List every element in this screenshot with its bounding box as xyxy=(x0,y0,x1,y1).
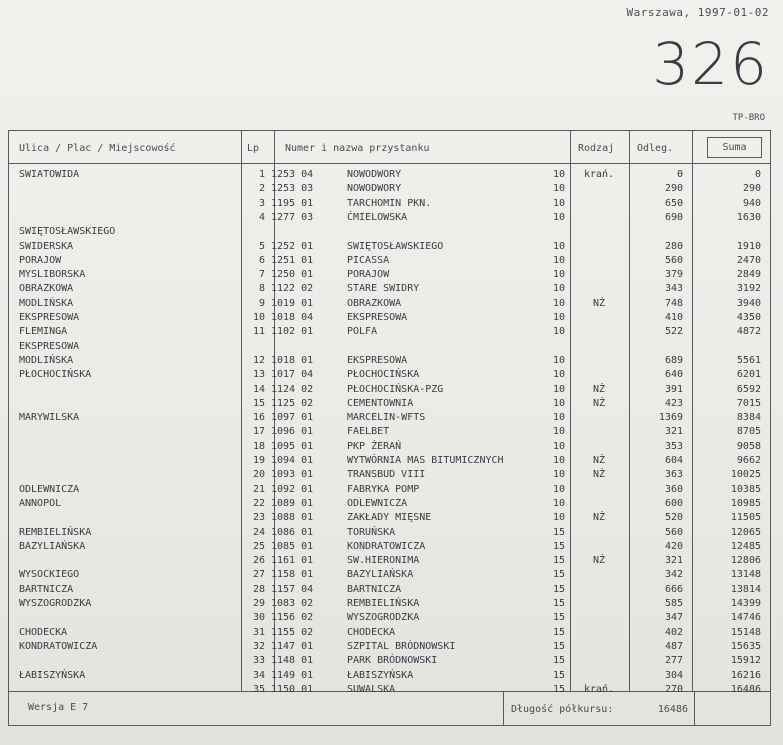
cumulative-sum: 15912 xyxy=(730,655,761,667)
travel-time: 10 xyxy=(552,455,565,466)
table-row xyxy=(9,626,770,640)
cumulative-sum: 16486 xyxy=(730,683,761,695)
stop-code: 1253 03 xyxy=(271,183,314,195)
stop-code: 1253 04 xyxy=(271,169,314,180)
row-number: 21 xyxy=(252,483,265,495)
travel-time: 10 xyxy=(552,297,565,309)
row-number: 14 xyxy=(252,383,265,395)
table-row xyxy=(9,397,770,411)
cumulative-sum: 6201 xyxy=(736,369,761,381)
version-label: Wersja E 7 xyxy=(28,702,89,713)
table-row xyxy=(9,568,770,582)
street-name: WYSOCKIEGO xyxy=(19,569,80,581)
stop-type: NŻ xyxy=(592,297,606,309)
table-row xyxy=(9,168,770,182)
stop-code: 1097 01 xyxy=(271,412,314,424)
travel-time: 15 xyxy=(552,555,565,567)
stop-type: krań. xyxy=(583,169,615,180)
stop-name: OBRAZKOWA xyxy=(347,297,402,309)
stop-code: 1018 01 xyxy=(271,354,314,366)
table-row xyxy=(9,254,770,268)
distance: 690 xyxy=(664,211,683,223)
cumulative-sum: 0 xyxy=(754,169,761,180)
row-number: 6 xyxy=(258,254,265,266)
cumulative-sum: 8705 xyxy=(736,426,761,438)
street-name: REMBIELIŃSKA xyxy=(19,526,92,538)
table-row xyxy=(9,340,770,354)
stop-name: STARE SWIDRY xyxy=(347,283,420,295)
stop-code: 1083 02 xyxy=(271,598,314,609)
street-name: MODLIŃSKA xyxy=(19,354,74,366)
row-number: 11 xyxy=(252,326,265,338)
stop-code: 1157 04 xyxy=(271,583,314,595)
stop-type: NŻ xyxy=(592,555,606,567)
cumulative-sum: 12485 xyxy=(730,540,761,552)
stop-type: NŻ xyxy=(592,469,606,481)
stop-name: CEMENTOWNIA xyxy=(347,397,414,409)
cumulative-sum: 15635 xyxy=(730,640,761,652)
distance: 304 xyxy=(664,669,683,681)
stop-code: 1094 01 xyxy=(271,455,314,466)
stop-code: 1161 01 xyxy=(271,555,314,567)
table-row xyxy=(9,354,770,368)
table-row xyxy=(9,526,770,540)
stop-code: 1092 01 xyxy=(271,483,314,495)
stop-code: 1122 02 xyxy=(271,283,314,295)
travel-time: 10 xyxy=(552,383,565,395)
distance: 689 xyxy=(664,354,683,366)
stop-code: 1102 01 xyxy=(271,326,314,338)
stop-code: 1124 02 xyxy=(271,383,314,395)
table-row xyxy=(9,411,770,425)
row-number: 9 xyxy=(258,297,265,309)
travel-time: 10 xyxy=(552,269,565,281)
row-number: 3 xyxy=(258,197,265,209)
street-name: WYSZOGRODZKA xyxy=(19,598,92,609)
distance: 420 xyxy=(664,540,683,552)
stop-name: PARK BRÓDNOWSKI xyxy=(347,655,438,667)
row-number: 18 xyxy=(252,440,265,452)
street-name: SWIDERSKA xyxy=(19,240,74,252)
row-number: 28 xyxy=(252,583,265,595)
stop-code: 1195 01 xyxy=(271,197,314,209)
travel-time: 10 xyxy=(552,197,565,209)
table-row xyxy=(9,268,770,282)
stop-name: BARTNICZA xyxy=(347,583,402,595)
stop-name: SWIĘTOSŁAWSKIEGO xyxy=(347,240,444,252)
travel-time: 10 xyxy=(552,469,565,481)
stop-code: 1095 01 xyxy=(271,440,314,452)
header-distance: Odleg. xyxy=(637,143,674,154)
distance: 280 xyxy=(664,240,683,252)
row-number: 31 xyxy=(252,626,265,638)
stop-code: 1149 01 xyxy=(271,669,314,681)
cumulative-sum: 10985 xyxy=(730,497,761,509)
table-row xyxy=(9,468,770,482)
row-number: 19 xyxy=(252,455,265,466)
distance: 402 xyxy=(664,626,683,638)
cumulative-sum: 11505 xyxy=(730,512,761,524)
stop-code: 1252 01 xyxy=(271,240,314,252)
stop-code: 1019 01 xyxy=(271,297,314,309)
travel-time: 10 xyxy=(552,397,565,409)
stop-code: 1147 01 xyxy=(271,640,314,652)
table-row xyxy=(9,225,770,239)
travel-time: 10 xyxy=(552,483,565,495)
travel-time: 10 xyxy=(552,312,565,323)
cumulative-sum: 2470 xyxy=(736,254,761,266)
cumulative-sum: 12806 xyxy=(730,555,761,567)
stop-code: 1088 01 xyxy=(271,512,314,524)
table-row xyxy=(9,597,770,611)
stop-code: 1155 02 xyxy=(271,626,314,638)
stop-name: FABRYKA POMP xyxy=(347,483,420,495)
table-row xyxy=(9,640,770,654)
table-row xyxy=(9,425,770,439)
distance: 560 xyxy=(664,526,683,538)
travel-time: 10 xyxy=(552,169,565,180)
row-number: 12 xyxy=(252,354,265,366)
stop-name: NOWODWORY xyxy=(347,183,402,195)
cumulative-sum: 3192 xyxy=(736,283,761,295)
row-number: 8 xyxy=(258,283,265,295)
row-number: 27 xyxy=(252,569,265,581)
stop-code: 1085 01 xyxy=(271,540,314,552)
row-number: 13 xyxy=(252,369,265,381)
row-number: 20 xyxy=(252,469,265,481)
header-divider xyxy=(9,163,770,164)
travel-time: 10 xyxy=(552,497,565,509)
street-name: ANNOPOL xyxy=(19,497,62,509)
stop-code: 1086 01 xyxy=(271,526,314,538)
stop-name: PKP ŻERAŃ xyxy=(347,440,402,452)
row-number: 29 xyxy=(252,598,265,609)
distance: 748 xyxy=(664,297,683,309)
row-number: 35 xyxy=(252,683,265,695)
cumulative-sum: 9662 xyxy=(736,455,761,466)
cumulative-sum: 2849 xyxy=(736,269,761,281)
cumulative-sum: 14399 xyxy=(730,598,761,609)
cumulative-sum: 15148 xyxy=(730,626,761,638)
row-number: 10 xyxy=(252,312,265,323)
distance: 342 xyxy=(664,569,683,581)
stop-type: NŻ xyxy=(592,383,606,395)
row-number: 23 xyxy=(252,512,265,524)
stop-name: PICASSA xyxy=(347,254,390,266)
distance: 0 xyxy=(676,169,683,180)
table-row xyxy=(9,211,770,225)
row-number: 32 xyxy=(252,640,265,652)
stop-name: NOWODWORY xyxy=(347,169,402,180)
travel-time: 15 xyxy=(552,640,565,652)
distance: 321 xyxy=(664,555,683,567)
stop-type: NŻ xyxy=(592,455,606,466)
street-name: ŁABISZYŃSKA xyxy=(19,669,86,681)
distance: 343 xyxy=(664,283,683,295)
table-row xyxy=(9,497,770,511)
distance: 379 xyxy=(664,269,683,281)
cumulative-sum: 7015 xyxy=(736,397,761,409)
distance: 270 xyxy=(664,683,683,695)
travel-time: 15 xyxy=(552,598,565,609)
sum-button[interactable]: Suma xyxy=(707,137,762,158)
table-row xyxy=(9,654,770,668)
stop-name: ZAKŁADY MIĘSNE xyxy=(347,512,432,524)
table-row xyxy=(9,368,770,382)
row-number: 33 xyxy=(252,655,265,667)
route-table xyxy=(8,130,771,695)
stop-name: REMBIELIŃSKA xyxy=(347,598,420,609)
cumulative-sum: 10025 xyxy=(730,469,761,481)
cumulative-sum: 13148 xyxy=(730,569,761,581)
travel-time: 10 xyxy=(552,240,565,252)
row-number: 34 xyxy=(252,669,265,681)
row-number: 1 xyxy=(258,169,265,180)
stop-code: 1125 02 xyxy=(271,397,314,409)
row-number: 16 xyxy=(252,412,265,424)
stop-name: WYTWÓRNIA MAS BITUMICZNYCH xyxy=(347,455,504,466)
stop-name: ŁABISZYŃSKA xyxy=(347,669,414,681)
cumulative-sum: 6592 xyxy=(736,383,761,395)
travel-time: 10 xyxy=(552,512,565,524)
stop-name: SUWALSKA xyxy=(347,683,396,695)
travel-time: 10 xyxy=(552,326,565,338)
row-number: 2 xyxy=(258,183,265,195)
travel-time: 10 xyxy=(552,440,565,452)
stop-code: 1017 04 xyxy=(271,369,314,381)
cumulative-sum: 290 xyxy=(742,183,761,195)
distance: 650 xyxy=(664,197,683,209)
stop-code: 1250 01 xyxy=(271,269,314,281)
street-name: BARTNICZA xyxy=(19,583,74,595)
street-name: EKSPRESOWA xyxy=(19,312,80,323)
distance: 1369 xyxy=(658,412,683,424)
cumulative-sum: 4350 xyxy=(736,312,761,323)
travel-time: 15 xyxy=(552,655,565,667)
street-name: BAZYLIAŃSKA xyxy=(19,540,86,552)
travel-time: 10 xyxy=(552,283,565,295)
stop-name: TORUŃSKA xyxy=(347,526,396,538)
distance: 560 xyxy=(664,254,683,266)
row-number: 5 xyxy=(258,240,265,252)
travel-time: 15 xyxy=(552,569,565,581)
stop-name: EKSPRESOWA xyxy=(347,312,408,323)
header-stop: Numer i nazwa przystanku xyxy=(285,143,430,154)
distance: 585 xyxy=(664,598,683,609)
cumulative-sum: 16216 xyxy=(730,669,761,681)
street-name: MODLIŃSKA xyxy=(19,297,74,309)
travel-time: 10 xyxy=(552,183,565,195)
stop-name: EKSPRESOWA xyxy=(347,354,408,366)
travel-time: 15 xyxy=(552,612,565,624)
distance: 666 xyxy=(664,583,683,595)
street-name: SWIATOWIDA xyxy=(19,169,80,180)
cumulative-sum: 3940 xyxy=(736,297,761,309)
street-name: EKSPRESOWA xyxy=(19,340,80,352)
stop-type: NŻ xyxy=(592,512,606,524)
table-row xyxy=(9,669,770,683)
stop-name: SZPITAL BRÓDNOWSKI xyxy=(347,640,456,652)
travel-time: 10 xyxy=(552,254,565,266)
distance: 522 xyxy=(664,326,683,338)
distance: 600 xyxy=(664,497,683,509)
street-name: ODLEWNICZA xyxy=(19,483,80,495)
table-row xyxy=(9,311,770,325)
header-lp: Lp xyxy=(247,143,260,154)
cumulative-sum: 940 xyxy=(742,197,761,209)
travel-time: 10 xyxy=(552,354,565,366)
stop-type: NŻ xyxy=(592,397,606,409)
travel-time: 15 xyxy=(552,540,565,552)
cumulative-sum: 12065 xyxy=(730,526,761,538)
stop-name: ODLEWNICZA xyxy=(347,497,408,509)
cumulative-sum: 14746 xyxy=(730,612,761,624)
row-number: 17 xyxy=(252,426,265,438)
travel-time: 10 xyxy=(552,426,565,438)
travel-time: 10 xyxy=(552,412,565,424)
distance: 321 xyxy=(664,426,683,438)
street-name: KONDRATOWICZA xyxy=(19,640,98,652)
table-row xyxy=(9,182,770,196)
stop-code: 1148 01 xyxy=(271,655,314,667)
distance: 604 xyxy=(664,455,683,466)
distance: 363 xyxy=(664,469,683,481)
table-row xyxy=(9,297,770,311)
stop-name: WYSZOGRODZKA xyxy=(347,612,420,624)
table-row xyxy=(9,383,770,397)
street-name: FLEMINGA xyxy=(19,326,68,338)
table-row xyxy=(9,583,770,597)
cumulative-sum: 10385 xyxy=(730,483,761,495)
street-name: OBRAZKOWA xyxy=(19,283,74,295)
stop-name: POLFA xyxy=(347,326,378,338)
table-row xyxy=(9,454,770,468)
travel-time: 10 xyxy=(552,211,565,223)
distance: 520 xyxy=(664,512,683,524)
travel-time: 15 xyxy=(552,669,565,681)
cumulative-sum: 1910 xyxy=(736,240,761,252)
stop-code: 1277 03 xyxy=(271,211,314,223)
stop-code: 1089 01 xyxy=(271,497,314,509)
travel-time: 15 xyxy=(552,683,565,695)
issue-date: Warszawa, 1997-01-02 xyxy=(626,6,769,19)
table-row xyxy=(9,197,770,211)
cumulative-sum: 4872 xyxy=(736,326,761,338)
row-number: 22 xyxy=(252,497,265,509)
distance: 360 xyxy=(664,483,683,495)
header-type: Rodzaj xyxy=(578,143,615,154)
distance: 423 xyxy=(664,397,683,409)
table-row xyxy=(9,282,770,296)
row-number: 4 xyxy=(258,211,265,223)
cumulative-sum: 1630 xyxy=(736,211,761,223)
stop-name: FAELBET xyxy=(347,426,390,438)
stop-name: PŁOCHOCIŃSKA xyxy=(347,369,420,381)
row-number: 25 xyxy=(252,540,265,552)
travel-time: 15 xyxy=(552,526,565,538)
stop-name: KONDRATOWICZA xyxy=(347,540,426,552)
stop-code: 1251 01 xyxy=(271,254,314,266)
stop-name: TRANSBUD VIII xyxy=(347,469,426,481)
stop-name: SW.HIERONIMA xyxy=(347,555,420,567)
distance: 277 xyxy=(664,655,683,667)
table-row xyxy=(9,554,770,568)
distance: 347 xyxy=(664,612,683,624)
table-row xyxy=(9,325,770,339)
table-row xyxy=(9,540,770,554)
stop-name: TARCHOMIN PKN. xyxy=(347,197,432,209)
travel-time: 15 xyxy=(552,583,565,595)
street-name: CHODECKA xyxy=(19,626,68,638)
length-label: Długość półkursu: xyxy=(511,704,614,715)
cumulative-sum: 5561 xyxy=(736,354,761,366)
distance: 640 xyxy=(664,369,683,381)
distance: 353 xyxy=(664,440,683,452)
travel-time: 10 xyxy=(552,369,565,381)
distance: 290 xyxy=(664,183,683,195)
length-value: 16486 xyxy=(657,704,688,715)
street-name: MYSLIBORSKA xyxy=(19,269,86,281)
cumulative-sum: 8384 xyxy=(736,412,761,424)
table-row xyxy=(9,611,770,625)
row-number: 30 xyxy=(252,612,265,624)
table-row xyxy=(9,440,770,454)
table-row xyxy=(9,483,770,497)
stop-name: BAZYLIAŃSKA xyxy=(347,569,414,581)
stop-type: krań. xyxy=(583,683,615,695)
stop-code: 1156 02 xyxy=(271,612,314,624)
distance: 410 xyxy=(664,312,683,323)
stop-name: ĆMIELOWSKA xyxy=(347,211,408,223)
distance: 391 xyxy=(664,383,683,395)
stop-code: 1018 04 xyxy=(271,312,314,323)
row-number: 15 xyxy=(252,397,265,409)
route-number: 326 xyxy=(652,30,769,98)
street-name: PORAJOW xyxy=(19,254,62,266)
row-number: 24 xyxy=(252,526,265,538)
table-row xyxy=(9,240,770,254)
street-name: MARYWILSKA xyxy=(19,412,80,424)
distance: 487 xyxy=(664,640,683,652)
street-name: SWIĘTOSŁAWSKIEGO xyxy=(19,226,116,238)
travel-time: 15 xyxy=(552,626,565,638)
depot-code: TP-BRO xyxy=(732,113,765,123)
table-row xyxy=(9,511,770,525)
stop-name: PŁOCHOCIŃSKA-PZG xyxy=(347,383,444,395)
header-street: Ulica / Plac / Miejscowość xyxy=(19,143,176,154)
stop-name: CHODECKA xyxy=(347,626,396,638)
stop-code: 1158 01 xyxy=(271,569,314,581)
row-number: 26 xyxy=(252,555,265,567)
stop-code: 1096 01 xyxy=(271,426,314,438)
cumulative-sum: 9058 xyxy=(736,440,761,452)
stop-code: 1093 01 xyxy=(271,469,314,481)
cumulative-sum: 13814 xyxy=(730,583,761,595)
row-number: 7 xyxy=(258,269,265,281)
stop-name: MARCELIN-WFTS xyxy=(347,412,426,424)
street-name: PŁOCHOCIŃSKA xyxy=(19,369,92,381)
stop-name: PORAJOW xyxy=(347,269,390,281)
stop-code: 1150 01 xyxy=(271,683,314,695)
